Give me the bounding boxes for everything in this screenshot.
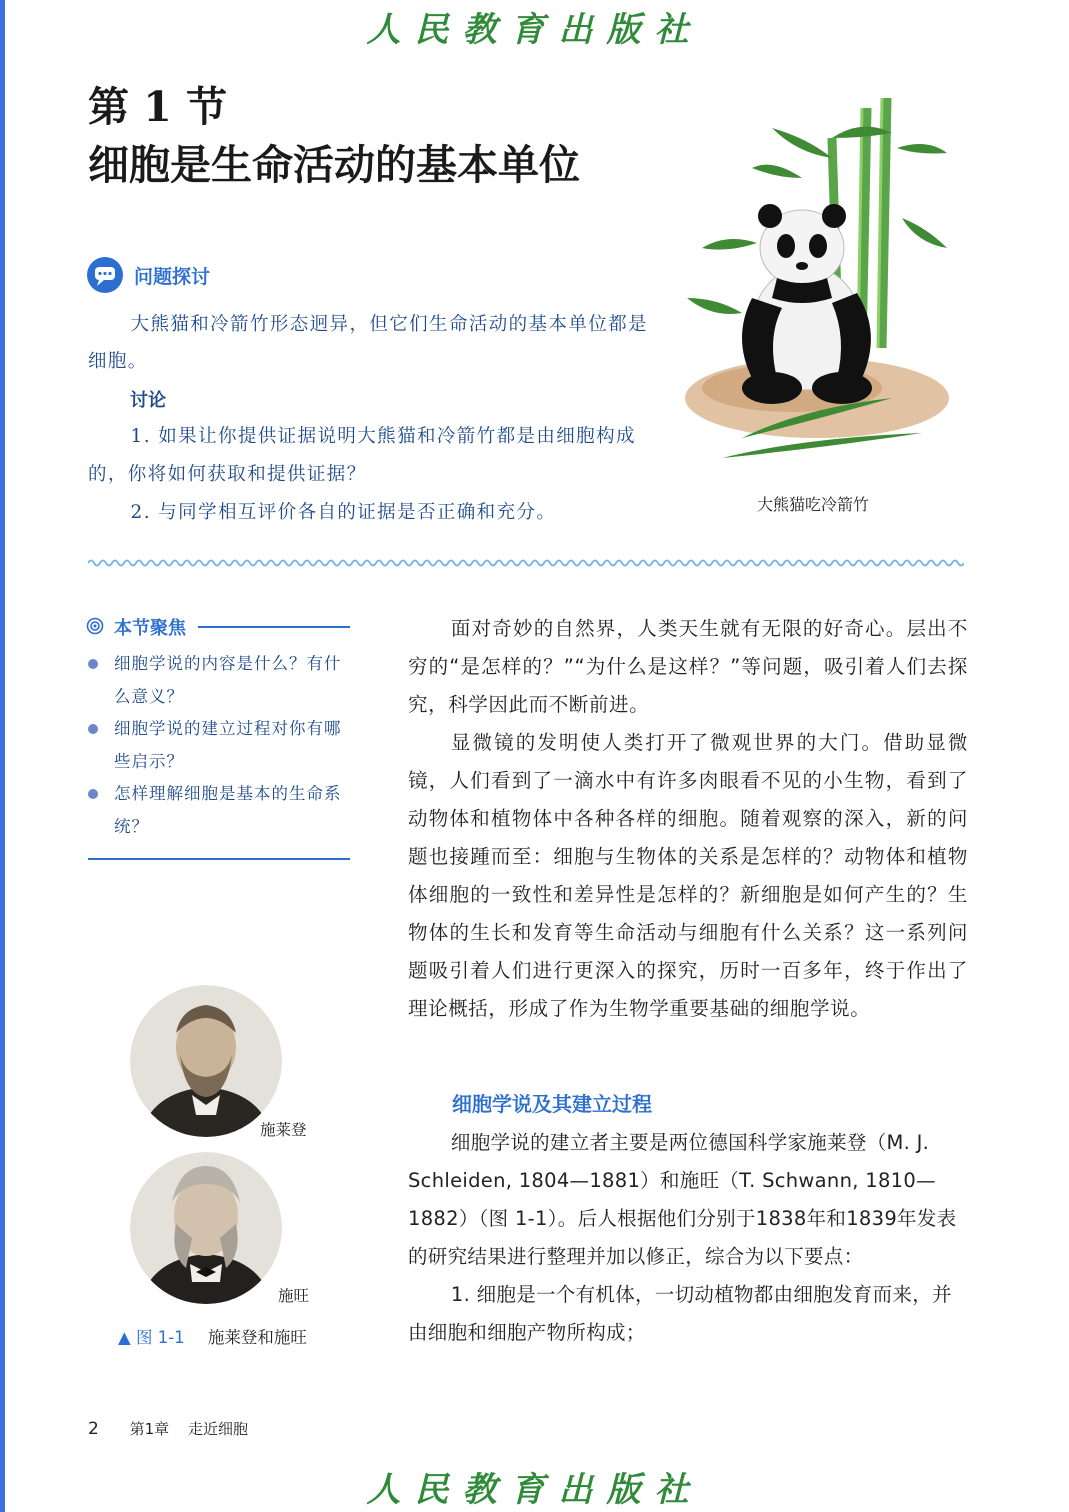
discussion-label: 讨论 xyxy=(130,390,166,411)
section-number: 第 1 节 xyxy=(88,83,228,131)
portrait-name: 施莱登 xyxy=(260,1121,307,1139)
discussion-list xyxy=(88,418,648,532)
discussion-item: 1. 如果让你提供证据说明大熊猫和冷箭竹都是由细胞构成的，你将如何获取和提供证据？ xyxy=(88,426,636,485)
portrait-name: 施旺 xyxy=(278,1287,310,1305)
subsection-heading: 细胞学说及其建立过程 xyxy=(452,1092,652,1116)
bullet-dot-icon xyxy=(88,659,98,669)
focus-item xyxy=(86,713,354,778)
chapter-title: 走近细胞 xyxy=(187,1420,248,1438)
body-paragraph: 面对奇妙的自然界，人类天生就有无限的好奇心。层出不穷的“是怎样的？”“为什么是这样？”等问题，吸引着人们去探究，科学因此而不断前进。 xyxy=(408,617,968,716)
focus-header-rule xyxy=(198,626,350,628)
chapter-number: 第1章 xyxy=(129,1420,170,1438)
question-intro xyxy=(88,306,648,380)
question-intro-text: 大熊猫和冷箭竹形态迥异，但它们生命活动的基本单位都是细胞。 xyxy=(88,314,648,372)
body-paragraph: 细胞学说的建立者主要是两位德国科学家施莱登（M. J. Schleiden, 1804—1881）和施旺（T. Schwann, 1810—1882）（图 1-1）。后人根据他们分别于1838年和1839年发表的研究结果进行整理并加以修正，综合为以下要点： xyxy=(408,1131,957,1268)
subsection-body-text xyxy=(408,1124,968,1352)
section-focus-header xyxy=(86,614,350,640)
panda-bamboo-illustration xyxy=(682,98,952,480)
discussion-item: 2. 与同学相互评价各自的证据是否正确和充分。 xyxy=(130,502,557,523)
body-paragraph: 1. 细胞是一个有机体，一切动植物都由细胞发育而来，并由细胞和细胞产物所构成； xyxy=(408,1283,952,1344)
question-box-title: 问题探讨 xyxy=(134,266,211,288)
main-body-text xyxy=(408,610,968,1028)
focus-bottom-rule xyxy=(88,858,350,860)
page-number: 2 xyxy=(88,1419,99,1439)
focus-item-text: 怎样理解细胞是基本的生命系统？ xyxy=(114,784,342,836)
section-focus-title: 本节聚焦 xyxy=(114,614,190,640)
panda-figure-caption: 大熊猫吃冷箭竹 xyxy=(756,495,869,514)
triangle-marker-icon: ▲ xyxy=(118,1328,131,1347)
section-focus-list xyxy=(86,648,354,843)
focus-item xyxy=(86,648,354,713)
bullet-dot-icon xyxy=(88,724,98,734)
page-left-edge-bar xyxy=(0,0,5,1512)
focus-item-text: 细胞学说的内容是什么？有什么意义？ xyxy=(114,654,342,706)
page-footer xyxy=(88,1418,248,1439)
publisher-logo-bottom: 人民教育出版社 xyxy=(366,1470,703,1510)
figure-caption-text: 施莱登和施旺 xyxy=(207,1328,307,1347)
section-heading xyxy=(88,78,580,194)
focus-item-text: 细胞学说的建立过程对你有哪些启示？ xyxy=(114,719,342,771)
schwann-portrait xyxy=(130,1152,282,1304)
figure-number: 图 1-1 xyxy=(135,1328,185,1347)
schleiden-portrait xyxy=(130,985,282,1137)
figure-caption xyxy=(118,1324,307,1348)
target-circle-icon xyxy=(86,617,104,635)
section-title: 细胞是生命活动的基本单位 xyxy=(88,141,580,189)
bullet-dot-icon xyxy=(88,789,98,799)
body-paragraph: 显微镜的发明使人类打开了微观世界的大门。借助显微镜，人们看到了一滴水中有许多肉眼看不见的小生物，看到了动物体和植物体中各种各样的细胞。随着观察的深入，新的问题也接踵而至：细胞与生物体的关系是怎样的？动物体和植物体细胞的一致性和差异性是怎样的？新细胞是如何产生的？生物体的生长和发育等生命活动与细胞有什么关系？这一系列问题吸引着人们进行更深入的探究，历时一百多年，终于作出了理论概括，形成了作为生物学重要基础的细胞学说。 xyxy=(408,731,968,1020)
wavy-divider xyxy=(88,556,964,570)
speech-bubble-icon xyxy=(86,256,124,294)
publisher-logo-top: 人民教育出版社 xyxy=(366,10,703,50)
focus-item xyxy=(86,778,354,843)
